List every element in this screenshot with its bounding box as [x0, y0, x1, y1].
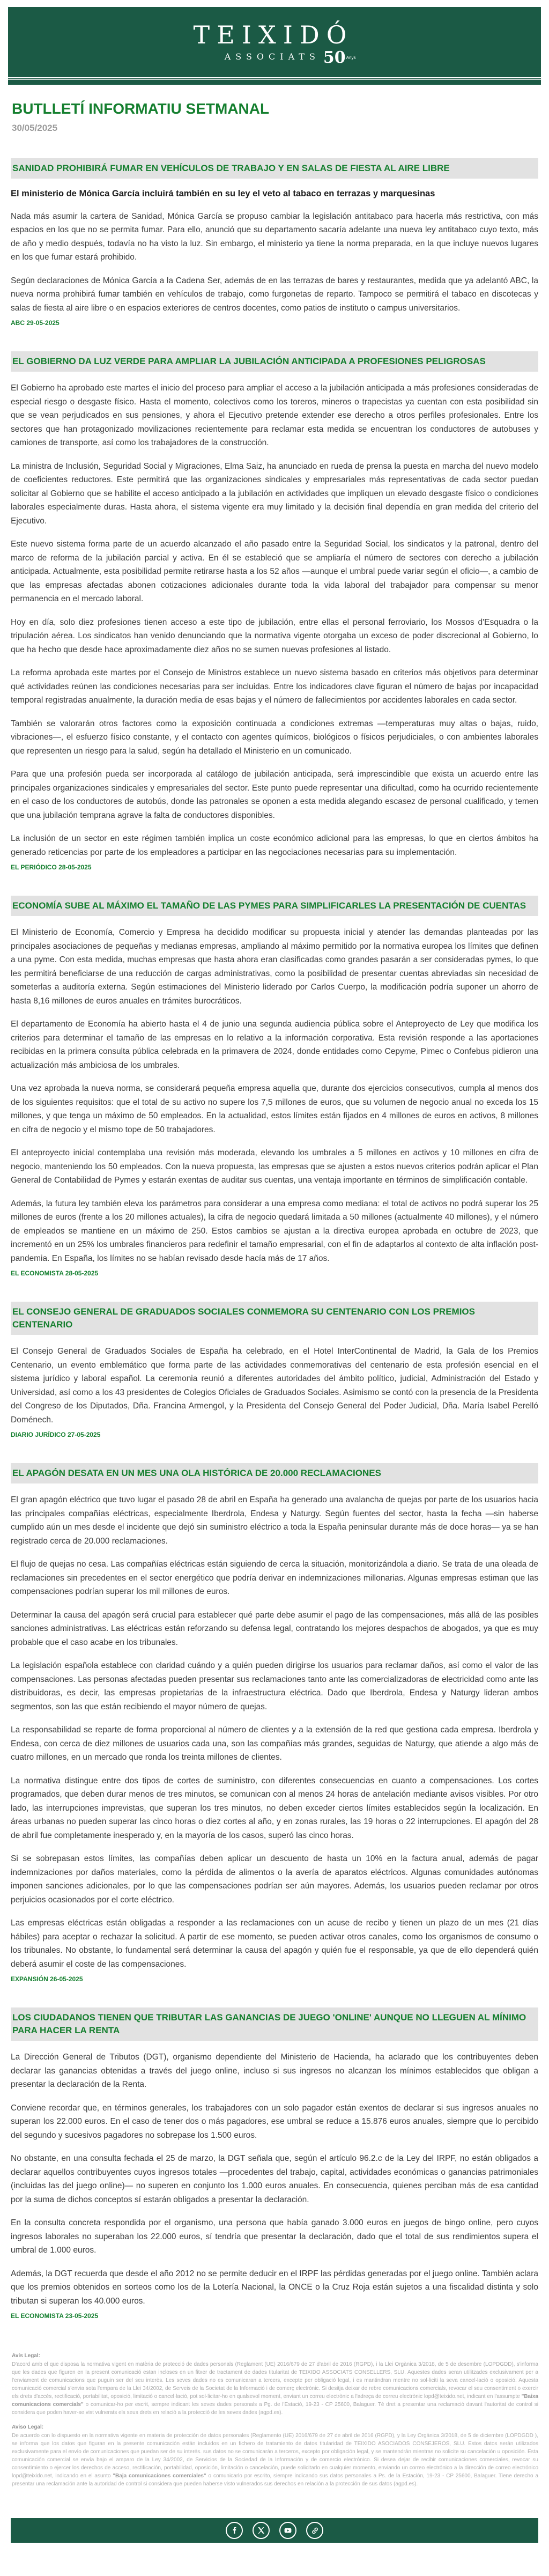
- article-paragraph: En la consulta concreta respondida por el organismo, una persona que había ganado 3.000 euros en juegos de bingo online, pero cuyos ingresos laborales no superaban los 22.000 euros, sí tendría que presentar la declaración, dado que el total de sus rendimientos supera el umbral de 1.000 euros.: [11, 2218, 538, 2255]
- article-paragraph: El Gobierno ha aprobado este martes el inicio del proceso para ampliar el acceso a la jubilación anticipada a más profesiones consideradas de especial riesgo o desgaste físico. Hasta el momento, colectivos como los toreros, mineros o trapecistas ya cuentan con esta posibilidad sin que se vean perjudicados en sus pensiones, y ahora el Ejecutivo pretende extender ese derecho a otros perfiles profesionales. Entre los sectores que han protagonizado movilizaciones recientemente para reclamar esta medida se encuentran los conductores de autobuses y camiones de transporte, así como los trabajadores de la construcción.: [11, 383, 538, 448]
- article-paragraph: La inclusión de un sector en este régimen también implica un coste económico adicional para las empresas, lo que en ciertos ámbitos ha generado reticencias por parte de los empleadores a participar en las negociaciones necesarias para su implementación.: [11, 834, 538, 857]
- legal-title-spanish: Aviso Legal:: [12, 2424, 44, 2431]
- article-source: DIARIO JURÍDICO 27-05-2025: [11, 1431, 101, 1439]
- article-subtitle: El ministerio de Mónica García incluirá también en su ley el veto al tabaco en terrazas y marquesinas: [11, 188, 435, 198]
- article-section: [11, 1463, 538, 1983]
- article-source: EL ECONOMISTA 23-05-2025: [11, 2312, 99, 2320]
- brand-banner: [8, 7, 541, 85]
- article-header-band: [11, 896, 538, 916]
- article-paragraph: Para que una profesión pueda ser incorporada al catálogo de jubilación anticipada, será imprescindible que exista un acuerdo entre las principales organizaciones sindicales y empresariales del sector. Este punto puede representar una dificultad, como ha ocurrido recientemente en el caso de los conductores de autobús, donde las patronales se oponen a esta medida alegando escasez de personal cualificado, y temen que una jubilación temprana agrave la falta de conductores disponibles.: [11, 770, 538, 820]
- article-title: EL GOBIERNO DA LUZ VERDE PARA AMPLIAR LA JUBILACIÓN ANTICIPADA A PROFESIONES PELIGROSAS: [12, 356, 486, 367]
- newsletter-date: 30/05/2025: [12, 122, 58, 133]
- article-paragraph: Además, la DGT recuerda que desde el año 2012 no se permite deducir en el IRPF las pérdidas generadas por el juego online. También aclara que los premios obtenidos en sorteos como los de la Lotería Nacional, la ONCE o la Cruz Roja están sujetos a una fiscalidad distinta y solo tributan si superan los 40.000 euros.: [11, 2269, 538, 2306]
- article-paragraph: El anteproyecto inicial contemplaba una revisión más moderada, elevando los umbrales a 5 millones en activos y 10 millones en cifra de negocio, manteniendo los 50 empleados. Con la nueva propuesta, las empresas que se ajusten a estos nuevos criterios podrán aplicar el Plan General de Contabilidad de Pymes y estarán exentas de auditar sus cuentas, una ventaja importante en términos de simplificación contable.: [11, 1148, 538, 1185]
- article-title: EL APAGÓN DESATA EN UN MES UNA OLA HISTÓRICA DE 20.000 RECLAMACIONES: [12, 1468, 381, 1479]
- legal-text-catalan: D'acord amb el que disposa la normativa vigent en matèria de protecció de dades personals (Reglament (UE) 2016/679 de 27 d'abril de 2016 (RGPD), i la Llei Orgànica 3/2018, de 5 de desembre (LOPDGDD), s'informa que les dades que figuren en la present comunicació estan incloses en un fitxer de tractament de dades titularitat de TEIXIDO ASSOCIATS CONSELLERS, SLU. Aquestes dades seran utilitzades exclusivament per a l'enviament de comunicacions que puguin ser del seu interès. Les seves dades no es comunicaran a tercers, excepte per obligació legal, i es mantindran mentre no sol·liciti la seva cancel·lació o oposició. Aquesta comunicació comercial s'envia sota l'empara de la Llei 34/2002, de Serveis de la Societat de la Informació i de comerç electrònic. Si desitja deixar de rebre comunicacions comercials, revocar el seu consentiment o exercir els drets d'accés, rectificació, portabilitat, oposició, limitació o cancel·lació, pot sol·licitar-ho en qualsevol moment, enviant un correu electrònic a l'adreça de correu electrònic lopd@teixido.net, indicant en l'assumpte "Baixa comunicacions comercials" o comunicar-ho per escrit, sempre indicant les seves dades personals a Pg. de l'Estació, 19-23 - CP 25600, Balaguer. Té dret a presentar una reclamació davant l'autoritat de control si considera que poden haver-se vist vulnerats els seus drets en relació a la protecció de les seves dades (agpd.es).: [12, 2361, 538, 2416]
- legal-block-spanish: [12, 2424, 538, 2488]
- article-title: ECONOMÍA SUBE AL MÁXIMO EL TAMAÑO DE LAS PYMES PARA SIMPLIFICARLES LA PRESENTACIÓN DE CUENTAS: [12, 901, 526, 911]
- article-source: EL ECONOMISTA 28-05-2025: [11, 1269, 99, 1278]
- article-header-band: [11, 1463, 538, 1483]
- page-title: BUTLLETÍ INFORMATIU SETMANAL: [12, 100, 270, 117]
- article-paragraph: Conviene recordar que, en términos generales, los trabajadores con un solo pagador están exentos de declarar si sus ingresos anuales no superan los 22.000 euros. En el caso de tener dos o más pagadores, ese umbral se reduce a 15.876 euros anuales, siempre que lo percibido del segundo y sucesivos pagadores no sobrepase los 1.500 euros.: [11, 2103, 538, 2140]
- anniversary-badge: [323, 48, 356, 67]
- brand-subname: ASSOCIATS: [224, 51, 320, 62]
- banner-divider: [8, 77, 541, 80]
- article-header-band: [11, 1302, 538, 1335]
- article-section: [11, 2007, 538, 2320]
- article-paragraph: La ministra de Inclusión, Seguridad Social y Migraciones, Elma Saiz, ha anunciado en rueda de prensa la puesta en marcha del nuevo modelo de coeficientes reductores. Este permitirá que las organizaciones sindicales y empresariales más representativas de cada sector puedan solicitar al Gobierno que se habilite el acceso anticipado a la jubilación en actividades que impliquen un elevado desgaste físico o condiciones laborales especialmente duras. Hasta ahora, el sistema vigente era muy limitado y la decisión final dependía en gran medida del criterio del Ejecutivo.: [11, 461, 538, 526]
- article-paragraph: Hoy en día, solo diez profesiones tienen acceso a este tipo de jubilación, entre ellas el personal ferroviario, los Mossos d'Esquadra o la tripulación aérea. Los sindicatos han venido denunciando que la normativa vigente otorgaba un exceso de poder discrecional al Gobierno, lo que ha hecho que desde hace aproximadamente diez años no se sumen nuevas profesiones al listado.: [11, 617, 538, 654]
- article-source: ABC 29-05-2025: [11, 319, 60, 327]
- article-paragraph: La reforma aprobada este martes por el Consejo de Ministros establece un nuevo sistema basado en criterios más objetivos para determinar qué actividades reúnen las condiciones necesarias para ser incluidas. Entre los indicadores clave figuran el número de bajas por incapacidad temporal registradas anualmente, la duración media de esas bajas y el número de fallecimientos por accidentes laborales en cada sector.: [11, 668, 538, 705]
- anniversary-suffix: Anys: [346, 55, 356, 60]
- article-section: [11, 1302, 538, 1438]
- article-paragraph: El departamento de Economía ha abierto hasta el 4 de junio una segunda audiencia pública sobre el Anteproyecto de Ley que modifica los criterios para determinar el tamaño de las empresas en lo relativo a la información corporativa. Esta revisión responde a las aportaciones recibidas en la primera consulta pública celebrada en la primavera de 2024, donde entidades como Cepyme, Pimec o Confebus pidieron una actualización más ambiciosa de los umbrales.: [11, 1020, 538, 1070]
- article-paragraph: El flujo de quejas no cesa. Las compañías eléctricas están siguiendo de cerca la situación, monitorizándola a diario. Se trata de una oleada de reclamaciones sin precedentes en el sector energético que podría derivar en indemnizaciones millonarias. Algunas empresas estiman que las compensaciones podrían superar los mil millones de euros.: [11, 1560, 538, 1597]
- article-section: [11, 158, 538, 327]
- article-paragraph: El Consejo General de Graduados Sociales de España ha celebrado, en el Hotel InterContinental de Madrid, la Gala de los Premios Centenario, un evento emblemático que forma parte de las actividades conmemorativas del centenario de esta profesión esencial en el sistema jurídico y laboral español. La ceremonia reunió a diferentes autoridades del ámbito político, judicial, Administración del Estado y Universidad, así como a los 43 presidentes de Colegios Oficiales de Graduados Sociales. Asimismo se contó con la presencia de la Presidenta del Congreso de los Diputados, Dña. Francina Armengol, y la Presidenta del Consejo General del Poder Judicial, Dña. María Isabel Perelló Doménech.: [11, 1347, 538, 1424]
- youtube-icon[interactable]: [279, 2522, 296, 2539]
- link-icon[interactable]: [306, 2522, 323, 2539]
- article-paragraph: La Dirección General de Tributos (DGT), organismo dependiente del Ministerio de Hacienda, ha aclarado que los contribuyentes deben declarar las ganancias obtenidas a través del juego online, incluso si sus ingresos no alcanzan los mínimos establecidos que obligan a presentar la declaración de la Renta.: [11, 2053, 538, 2090]
- articles: [11, 158, 538, 2320]
- article-section: [11, 351, 538, 871]
- article-paragraph: El gran apagón eléctrico que tuvo lugar el pasado 28 de abril en España ha generado una avalancha de quejas por parte de los usuarios hacia las principales compañías eléctricas, especialmente Iberdrola, Endesa y Naturgy. Según fuentes del sector, hasta la fecha —sin haberse cumplido aún un mes desde el incidente que dejó sin suministro eléctrico a toda la España peninsular durante más de doce horas— ya se han registrado cerca de 20.000 reclamaciones.: [11, 1495, 538, 1546]
- article-paragraph: Una vez aprobada la nueva norma, se considerará pequeña empresa aquella que, durante dos ejercicios consecutivos, cumpla al menos dos de los siguientes requisitos: que el total de su activo no supere los 7,5 millones de euros, que su volumen de negocio anual no exceda los 15 millones, y que tenga un máximo de 50 empleados. En la actualidad, estos límites están fijados en 4 millones de euros en activos, 8 millones en cifra de negocio y el mismo tope de 50 trabajadores.: [11, 1084, 538, 1134]
- anniversary-number: 50: [323, 48, 346, 67]
- legal-title-catalan: Avís Legal:: [12, 2353, 40, 2359]
- article-source: EXPANSIÓN 26-05-2025: [11, 1975, 83, 1983]
- article-title: LOS CIUDADANOS TIENEN QUE TRIBUTAR LAS GANANCIAS DE JUEGO 'ONLINE' AUNQUE NO LLEGUEN AL MÍNIMO PARA HACER LA RENTA: [12, 2012, 526, 2036]
- article-paragraph: Si se sobrepasan estos límites, las compañías deben aplicar un descuento de hasta un 10% en la factura anual, además de pagar indemnizaciones por daños materiales, como la pérdida de alimentos o la avería de aparatos eléctricos. Algunas comunidades autónomas imponen sanciones adicionales, por lo que las compensaciones podrían ser aún mayores. Además, los usuarios pueden reclamar por otros perjuicios ocasionados por el corte eléctrico.: [11, 1854, 538, 1905]
- article-paragraph: También se valorarán otros factores como la exposición continuada a condiciones extremas —temperaturas muy altas o bajas, ruido, vibraciones—, el esfuerzo físico constante, y el contacto con agentes químicos, biológicos o físicos perjudiciales, o con ambientes laborales que representen un riesgo para la salud, según ha detallado el Ministerio en un comunicado.: [11, 719, 538, 756]
- article-title: SANIDAD PROHIBIRÁ FUMAR EN VEHÍCULOS DE TRABAJO Y EN SALAS DE FIESTA AL AIRE LIBRE: [12, 163, 450, 173]
- article-header-band: [11, 158, 538, 179]
- legal-block-catalan: [12, 2353, 538, 2417]
- legal-notices: [12, 2353, 538, 2488]
- article-paragraph: La responsabilidad se reparte de forma proporcional al número de clientes y a la extensión de la red que gestiona cada empresa. Iberdrola y Endesa, con cerca de diez millones de usuarios cada una, son las compañías más grandes, seguidas de Naturgy, que atiende a algo más de cuatro millones, en un mercado que ronda los treinta millones de clientes.: [11, 1725, 538, 1762]
- article-section: [11, 896, 538, 1277]
- article-paragraph: Además, la futura ley también eleva los parámetros para considerar a una empresa como mediana: el total de activos no podrá superar los 25 millones de euros (frente a los 20 millones actuales), la cifra de negocio quedará limitada a 50 millones (actualmente 40 millones), y el número de empleados se mantiene en un máximo de 250. Estos cambios se ajustan a la directiva europea aprobada en octubre de 2023, que incrementó en un 25% los umbrales financieros para redefinir el tamaño empresarial, con el fin de adaptarlos al contexto de alta inflación post-pandemia. En España, los límites no se habían revisado desde hacía más de 17 años.: [11, 1199, 538, 1263]
- article-source: EL PERIÓDICO 28-05-2025: [11, 863, 92, 872]
- article-paragraph: La legislación española establece con claridad cuándo y a quién pueden dirigirse los usuarios para reclamar daños, así como el valor de las compensaciones. Las personas afectadas pueden presentar sus reclamaciones tanto ante las comercializadoras de electricidad como ante las distribuidoras, es decir, las empresas propietarias de la infraestructura eléctrica. Dado que Iberdrola, Endesa y Naturgy lideran ambos segmentos, son las que están recibiendo el mayor número de quejas.: [11, 1661, 538, 1711]
- footer-social-bar: [11, 2518, 538, 2543]
- legal-text-spanish: De acuerdo con lo dispuesto en la normativa vigente en materia de protección de datos personales (Reglamento (UE) 2016/679 de 27 de abril de 2016 (RGPD), y la Ley Orgánica 3/2018, de 5 de diciembre (LOPDGDD ), se informa que los datos que figuran en la presente comunicación están incluidos en un fichero de tratamiento de datos titularidad de TEIXIDO ASOCIADOS CONSEJEROS, SLU. Estos datos serán utilizados exclusivamente para el envío de comunicaciones que puedan ser de su interés. sus datos no se comunicarán a terceros, excepto por obligación legal, y se mantendrán mientras no solicite su cancelación u oposición. Esta comunicación comercial se envía bajo el amparo de la Ley 34/2002, de Servicios de la Sociedad de la Información y de comercio electrónico. Si desea dejar de recibir comunicaciones comerciales, revocar su consentimiento o ejercer los derechos de acceso, rectificación, portabilidad, oposición, limitación o cancelación, puede solicitarlo en cualquier momento, enviando un correo electrónico a la dirección de correo electrónico lopd@teixido.net, indicando en el asunto "Baja comunicaciones comerciales" o comunicarlo por escrito, siempre indicando sus datos personales a Ps. de la Estación, 19-23 - CP 25600, Balaguer. Tiene derecho a presentar una reclamación ante la autoridad de control si considera que pueden haberse visto vulnerados sus derechos en relación a la protección de sus datos (agpd.es).: [12, 2433, 539, 2488]
- article-paragraph: La normativa distingue entre dos tipos de cortes de suministro, con diferentes consecuencias en cuanto a compensaciones. Los cortes programados, que deben durar menos de tres minutos, se comunican con al menos 24 horas de antelación mediante avisos visibles. Por otro lado, las interrupciones imprevistas, que superan los tres minutos, no deben exceder ciertos límites establecidos según la localización. En áreas urbanas no pueden superar las cinco horas o diez cortes al año, y en zonas rurales, las 19 horas o 22 interrupciones. El apagón del 28 de abril fue completamente inesperado y, en la mayoría de los casos, superó las cinco horas.: [11, 1776, 538, 1840]
- article-paragraph: No obstante, en una consulta fechada el 25 de marzo, la DGT señala que, según el artículo 96.2.c de la Ley del IRPF, no están obligados a declarar aquellos contribuyentes cuyos ingresos totales —procedentes del trabajo, capital, actividades económicas o ganancias patrimoniales (incluidas las del juego online)— no superen en conjunto los 1.000 euros anuales. En consecuencia, quienes perciban más de esa cantidad por la suma de dichos conceptos sí estarán obligados a presentar la declaración.: [11, 2154, 538, 2204]
- article-paragraph: Las empresas eléctricas están obligadas a responder a las reclamaciones con un acuse de recibo y tienen un plazo de un mes (21 días hábiles) para aceptar o rechazar la solicitud. A partir de ese momento, se pueden activar otros canales, como los organismos de consumo o los tribunales. No obstante, lo fundamental será determinar la causa del apagón y quién fue el responsable, ya que de ello dependerá quién deberá asumir el coste de las compensaciones.: [11, 1918, 538, 1969]
- article-header-band: [11, 351, 538, 372]
- article-paragraph: Determinar la causa del apagón será crucial para establecer qué parte debe asumir el pago de las compensaciones, más allá de las posibles sanciones administrativas. Las eléctricas están reforzando su defensa legal, contratando los mejores despachos de abogados, ya que es muy probable que el caso acabe en los tribunales.: [11, 1610, 538, 1647]
- facebook-icon[interactable]: [226, 2522, 243, 2539]
- x-twitter-icon[interactable]: [253, 2522, 270, 2539]
- article-paragraph: Según declaraciones de Mónica García a la Cadena Ser, además de en las terrazas de bares y restaurantes, medida que ya adelantó ABC, la nueva norma prohibirá fumar también en vehículos de trabajo, como furgonetas de reparto. Tampoco se permitirá el tabaco en discotecas y salas de fiesta al aire libre o en espacios exteriores de centros docentes, como patios de instituto o campus universitarios.: [11, 276, 538, 313]
- brand-logo: [193, 20, 356, 67]
- article-paragraph: Nada más asumir la cartera de Sanidad, Mónica García se propuso cambiar la legislación antitabaco para hacerla más restrictiva, con más espacios en los que no se permita fumar. Para ello, anunció que su departamento sacaría adelante una nueva ley antitabaco cuyo texto, más de año y medio después, todavía no ha visto la luz. Sin embargo, el ministerio ya tiene la norma preparada, en la que incluye nuevos lugares en los que fumar estará prohibido.: [11, 211, 538, 262]
- article-header-band: [11, 2007, 538, 2041]
- article-paragraph: Este nuevo sistema forma parte de un acuerdo alcanzado el año pasado entre la Seguridad Social, los sindicatos y la patronal, dentro del marco de reforma de la jubilación parcial y activa. En él se estableció que se ampliaría el número de sectores con derecho a jubilación anticipada. Actualmente, esta posibilidad permite retirarse hasta a los 52 años —aunque el umbral puede variar según el oficio—, a cambio de que las empresas afectadas abonen cotizaciones adicionales durante toda la vida laboral del trabajador para compensar su menor permanencia en el mercado laboral.: [11, 540, 538, 604]
- masthead: [12, 101, 538, 134]
- brand-name: TEIXIDÓ: [193, 20, 354, 49]
- article-title: EL CONSEJO GENERAL DE GRADUADOS SOCIALES CONMEMORA SU CENTENARIO CON LOS PREMIOS CENTENARIO: [12, 1307, 475, 1330]
- article-paragraph: El Ministerio de Economía, Comercio y Empresa ha decidido modificar su propuesta inicial y atender las demandas planteadas por las principales asociaciones de pequeñas y medianas empresas, ampliando al máximo permitido por la normativa europea los límites que definen a una pyme. Con esta medida, muchas empresas que hasta ahora eran clasificadas como grandes pasarán a ser consideradas pymes, lo que les permitirá beneficiarse de una reducción de cargas administrativas, como la posibilidad de presentar cuentas abreviadas sin necesidad de someterlas a auditoría externa. Según estimaciones del Ministerio liderado por Carlos Cuerpo, la modificación podría suponer un ahorro de hasta 8,16 millones de euros anuales en trámites burocráticos.: [11, 928, 538, 1006]
